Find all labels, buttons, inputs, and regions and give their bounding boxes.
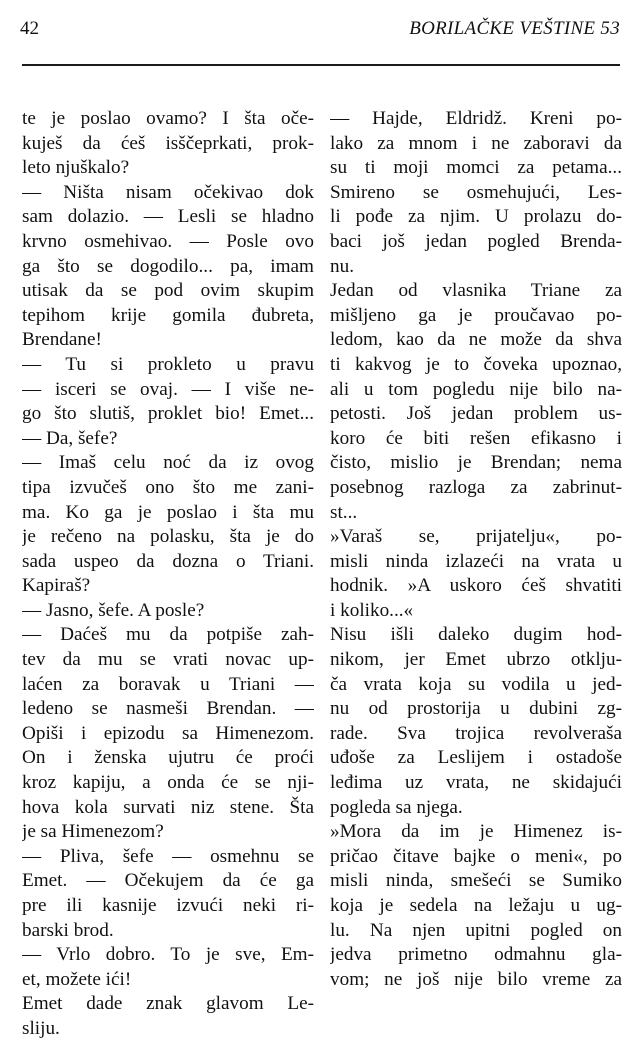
text-line: i koliko...« bbox=[330, 599, 414, 621]
text-line: sliju. bbox=[22, 1017, 60, 1039]
text-line: krvno osmehivao. — Posle ovo bbox=[22, 230, 314, 252]
text-line: st... bbox=[330, 501, 358, 523]
text-line: barski brod. bbox=[22, 919, 114, 941]
text-line: ča vrata koja su vodila u jed- bbox=[330, 673, 622, 695]
text-line: »Mora da im je Himenez is- bbox=[330, 821, 622, 843]
page-header bbox=[20, 14, 620, 44]
text-line: sam dolazio. — Lesli se hladno bbox=[22, 206, 314, 228]
text-line: laćen za boravak u Triani — bbox=[22, 673, 314, 695]
text-line: mišljeno ga je proučavao po- bbox=[330, 304, 622, 326]
text-line: — Hajde, Eldridž. Kreni po- bbox=[330, 108, 622, 129]
text-line: tepihom krije gomila đubreta, bbox=[22, 304, 314, 326]
text-line: jedva primetno odmahnu gla- bbox=[330, 944, 622, 966]
text-line: ledom, kao da ne može da shva bbox=[330, 329, 622, 351]
text-line: — Daćeš mu da potpiše zah- bbox=[22, 624, 314, 646]
text-line: misli ninda izlazeći na vrata u bbox=[330, 550, 622, 572]
text-line: misli ninda, smešeći se Sumiko bbox=[330, 870, 622, 892]
text-line: — Pliva, šefe — osmehnu se bbox=[22, 845, 314, 867]
text-line: Emet. — Očekujem da će ga bbox=[22, 870, 314, 892]
text-line: lu. Na njen upitni pogled on bbox=[330, 919, 622, 941]
text-line: — Ništa nisam očekivao dok bbox=[22, 181, 314, 203]
text-line: nikom, jer Emet ubrzo otklju- bbox=[330, 649, 622, 671]
text-line: hova kola survati niz stene. Šta bbox=[22, 796, 314, 818]
text-line: — Tu si prokleto u pravu bbox=[22, 353, 314, 375]
text-line: ti kakvog je to čoveka upoznao, bbox=[330, 353, 622, 375]
running-title: BORILAČKE VEŠTINE 53 bbox=[409, 18, 620, 39]
text-line: je rečeno na polasku, šta je do bbox=[22, 526, 314, 548]
text-line: baci još jedan pogled Brenda- bbox=[330, 230, 622, 252]
text-line: tipa izvučeš ono što me zani- bbox=[22, 476, 314, 498]
text-line: Opiši i epizodu sa Himenezom. bbox=[22, 722, 314, 744]
text-line: et, možete ići! bbox=[22, 968, 132, 990]
text-line: ga što se dogodilo... pa, imam bbox=[22, 255, 314, 277]
text-line: — Vrlo dobro. To je sve, Em- bbox=[22, 944, 314, 966]
text-line: kuješ da ćeš isščeprkati, prok- bbox=[22, 132, 314, 154]
text-line: nu od prostorija u dubini zg- bbox=[330, 698, 622, 720]
text-line: hodnik. »A uskoro ćeš shvatiti bbox=[330, 575, 622, 597]
text-line: lako za mnom i ne zaboravi da bbox=[330, 132, 622, 154]
text-line: čisto, mislio je Brendan; nema bbox=[330, 452, 622, 474]
text-line: koro će biti rešen efikasno i bbox=[330, 427, 622, 449]
header-rule bbox=[22, 64, 620, 66]
text-line: »Varaš se, prijatelju«, po- bbox=[330, 526, 622, 548]
text-line: kroz kapiju, a onda će se nji- bbox=[22, 772, 314, 794]
text-line: — Jasno, šefe. A posle? bbox=[22, 599, 205, 621]
text-line: Smireno se osmehujući, Les- bbox=[330, 181, 622, 203]
text-line: On i ženska ujutru će proći bbox=[22, 747, 314, 769]
text-line: posebnog razloga za zabrinut- bbox=[330, 476, 622, 498]
text-line: nu. bbox=[330, 255, 354, 277]
right-text-column bbox=[330, 107, 622, 992]
text-line: vom; ne još nije bilo vreme za bbox=[330, 968, 622, 990]
text-line: pogleda sa njega. bbox=[330, 796, 463, 818]
text-line: ledeno se nasmeši Brendan. — bbox=[22, 698, 314, 720]
text-line: Jedan od vlasnika Triane za bbox=[330, 280, 622, 302]
text-line: sada uspeo da dozna o Triani. bbox=[22, 550, 314, 572]
text-line: li pođe za njim. U prolazu do- bbox=[330, 206, 622, 228]
text-line: leto njuškalo? bbox=[22, 157, 130, 179]
text-line: pre ili kasnije izvući neki ri- bbox=[22, 895, 314, 916]
left-text-column bbox=[22, 107, 314, 1042]
text-line: petosti. Još jedan problem us- bbox=[330, 403, 622, 425]
text-line: utisak da se pod ovim skupim bbox=[22, 280, 314, 302]
text-line: Nisu išli daleko dugim hod- bbox=[330, 624, 622, 646]
text-line: go što slutiš, proklet bio! Emet... bbox=[22, 403, 314, 425]
text-line: ma. Ko ga je poslao i šta mu bbox=[22, 501, 314, 523]
text-line: koja je sedela na ležaju u ug- bbox=[330, 895, 622, 916]
text-line: Kapiraš? bbox=[22, 575, 91, 597]
text-line: tev da mu se vrati novac up- bbox=[22, 649, 314, 671]
text-line: pričao čitave bajke o meni«, po bbox=[330, 845, 622, 867]
text-line: te je poslao ovamo? I šta oče- bbox=[22, 108, 314, 129]
text-line: — Imaš celu noć da iz ovog bbox=[22, 452, 314, 474]
text-line: je sa Himenezom? bbox=[22, 821, 164, 843]
text-line: rade. Sva trojica revolveraša bbox=[330, 722, 622, 744]
text-line: — Da, šefe? bbox=[22, 427, 118, 449]
text-line: leđima uz vrata, ne skidajući bbox=[330, 772, 622, 794]
text-line: Brendane! bbox=[22, 329, 102, 351]
text-line: Emet dade znak glavom Le- bbox=[22, 993, 314, 1015]
text-line: uđoše za Leslijem i ostadoše bbox=[330, 747, 622, 769]
text-line: — isceri se ovaj. — I više ne- bbox=[22, 378, 314, 400]
page-number: 42 bbox=[20, 18, 39, 39]
text-line: su ti moji momci za petama... bbox=[330, 157, 622, 179]
text-line: ali u tom pogledu nije bilo na- bbox=[330, 378, 622, 400]
